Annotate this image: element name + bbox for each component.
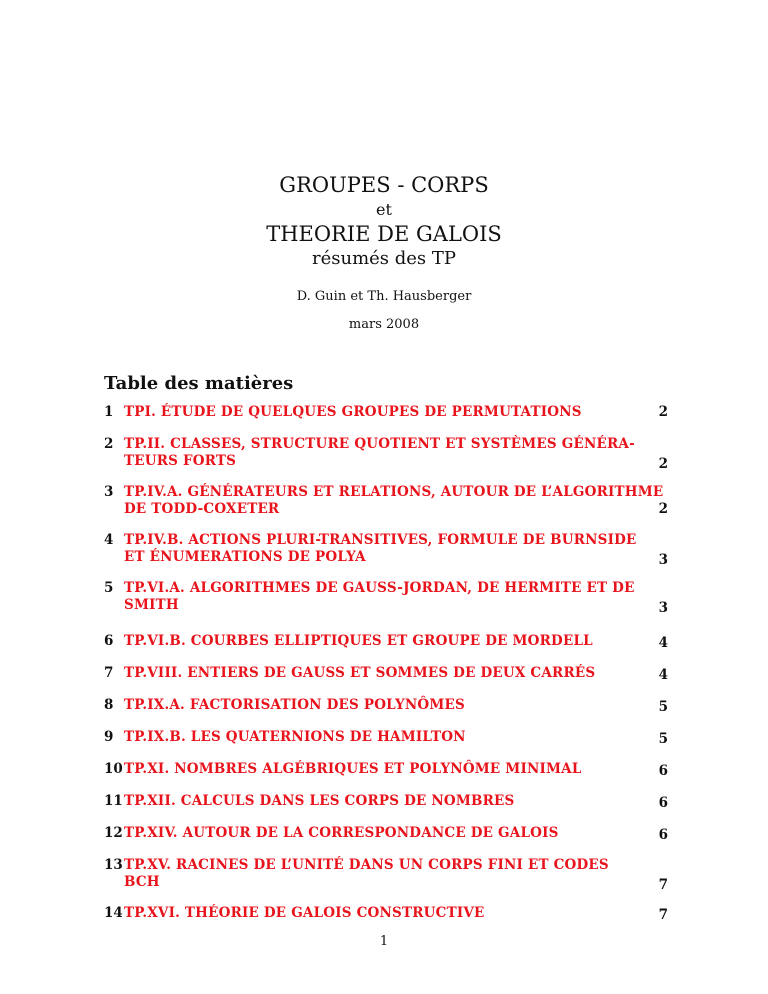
toc-entry-page[interactable]: 7 [658,877,668,893]
toc-entry-title-cont[interactable]: ET ÉNUMERATIONS DE POLYA [124,549,366,565]
toc-entry-title-cont[interactable]: TEURS FORTS [124,453,237,469]
toc-entry-title[interactable]: TP.II. CLASSES, STRUCTURE QUOTIENT ET SYSTÈMES GÉNÉRA- [124,436,635,452]
toc-entry-page[interactable]: 6 [658,795,668,811]
toc-entry-title[interactable]: TP.XI. NOMBRES ALGÉBRIQUES ET POLYNÔME MINIMAL [124,761,582,777]
toc-entry-title[interactable]: TP.VI.B. COURBES ELLIPTIQUES ET GROUPE DE MORDELL [124,633,593,649]
toc-entry-page[interactable]: 2 [658,501,668,517]
toc-entry-number: 7 [104,665,114,681]
toc-entry-number: 6 [104,633,114,649]
toc-entry-page[interactable]: 4 [658,667,668,683]
toc-entry-number: 2 [104,436,114,452]
title-line-4: résumés des TP [311,248,457,269]
toc-entry-number: 12 [104,825,123,841]
toc-entry-page[interactable]: 7 [658,907,668,923]
toc-entry-page[interactable]: 4 [658,635,668,651]
toc-entry-number: 1 [104,404,114,420]
toc-entry-title[interactable]: TP.XIV. AUTOUR DE LA CORRESPONDANCE DE GALOIS [124,825,559,841]
toc-entry-title[interactable]: TP.VIII. ENTIERS DE GAUSS ET SOMMES DE DEUX CARRÉS [124,665,596,681]
toc-entry-number: 11 [104,793,123,809]
toc-entry-title[interactable]: TP.XVI. THÉORIE DE GALOIS CONSTRUCTIVE [124,905,485,921]
toc-entry-title[interactable]: TP.XII. CALCULS DANS LES CORPS DE NOMBRES [124,793,515,809]
title-block [0,172,768,270]
toc-entry-number: 10 [104,761,123,777]
toc-entry-title[interactable]: TP.IX.A. FACTORISATION DES POLYNÔMES [124,697,465,713]
toc-entry-page[interactable]: 5 [658,699,668,715]
toc-entry-title[interactable]: TP.IV.A. GÉNÉRATEURS ET RELATIONS, AUTOUR DE L’ALGORITHME [124,484,664,500]
page-number: 1 [379,934,389,949]
toc-entry-number: 3 [104,484,114,500]
title-line-3: THEORIE DE GALOIS [266,222,502,246]
toc-entry-title[interactable]: TP.XV. RACINES DE L’UNITÉ DANS UN CORPS FINI ET CODES [124,857,609,873]
toc-entry-title-cont[interactable]: SMITH [124,597,179,613]
toc-entry-number: 4 [104,532,114,548]
toc-entry-page[interactable]: 2 [658,456,668,472]
toc-entry-number: 8 [104,697,114,713]
toc-heading: Table des matières [104,373,294,394]
title-line-1: GROUPES - CORPS [279,173,489,197]
authors: D. Guin et Th. Hausberger [296,289,472,304]
toc-entry-page[interactable]: 2 [658,404,668,420]
toc-entry-page[interactable]: 3 [658,600,668,616]
toc-entry-number: 9 [104,729,114,745]
toc-entry-page[interactable]: 6 [658,763,668,779]
toc-entry-title[interactable]: TP.VI.A. ALGORITHMES DE GAUSS-JORDAN, DE HERMITE ET DE [124,580,635,596]
toc-entry-number: 14 [104,905,123,921]
toc-entry-title-cont[interactable]: BCH [124,874,160,890]
title-line-2: et [376,200,392,219]
toc-entry-title[interactable]: TPI. ÉTUDE DE QUELQUES GROUPES DE PERMUTATIONS [124,404,582,420]
toc-entry-number: 13 [104,857,123,873]
toc-entry-page[interactable]: 5 [658,731,668,747]
date: mars 2008 [348,317,420,332]
toc-entry-title[interactable]: TP.IV.B. ACTIONS PLURI-TRANSITIVES, FORMULE DE BURNSIDE [124,532,637,548]
toc-entry-number: 5 [104,580,114,596]
toc-entry-page[interactable]: 3 [658,552,668,568]
toc-entry-page[interactable]: 6 [658,827,668,843]
toc-entry-title-cont[interactable]: DE TODD-COXETER [124,501,280,517]
toc-entry-title[interactable]: TP.IX.B. LES QUATERNIONS DE HAMILTON [124,729,466,745]
